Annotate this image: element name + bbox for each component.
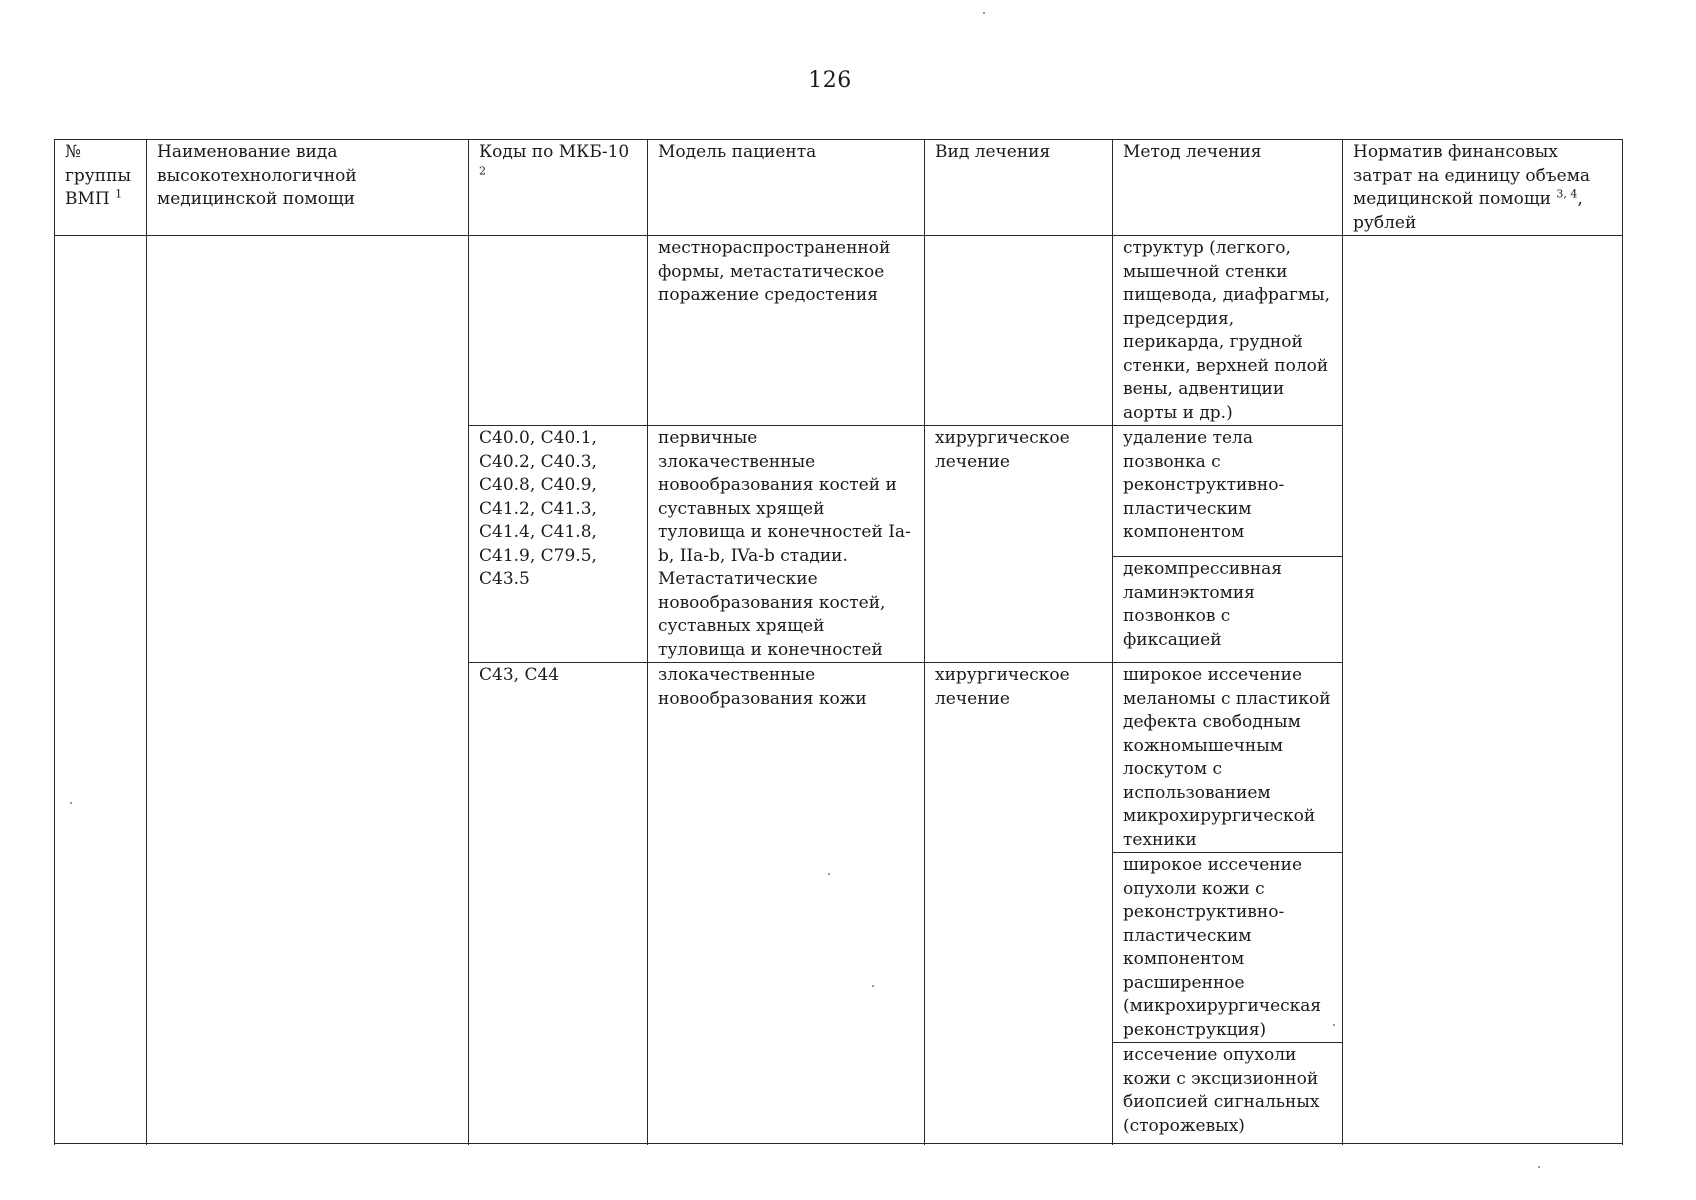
scan-speck	[70, 802, 72, 804]
header-group-no: № группы ВМП $^1$	[55, 140, 147, 236]
cell-treatment-method: удаление тела позвонка с реконструктивно-пластическим компонентом	[1113, 426, 1343, 557]
cell-treatment-type	[925, 236, 1113, 426]
cell-treatment-type: хирургическое лечение	[925, 663, 1113, 1144]
header-treatment-method: Метод лечения	[1113, 140, 1343, 236]
vmp-table	[54, 139, 1623, 1144]
table-header-row	[55, 140, 1623, 236]
cell-codes: C40.0, C40.1, C40.2, C40.3, C40.8, C40.9, C41.2, C41.3, C41.4, C41.8, C41.9, C79.5, C43.5	[469, 426, 648, 663]
header-cost-standard: Норматив финансовых затрат на единицу объема медицинской помощи $^{3, 4}$, рублей	[1343, 140, 1623, 236]
header-patient-model: Модель пациента	[648, 140, 925, 236]
scan-speck	[872, 985, 874, 987]
cell-treatment-method: иссечение опухоли кожи с эксцизионной биопсией сигнальных (сторожевых)	[1113, 1043, 1343, 1144]
cell-treatment-method: широкое иссечение опухоли кожи с реконструктивно-пластическим компонентом расширенное (микрохирургическая реконструкция)	[1113, 853, 1343, 1043]
cell-patient-model: первичные злокачественные новообразования костей и суставных хрящей туловища и конечностей Ia-b, IIa-b, IVa-b стадии. Метастатические новообразования костей, суставных хрящей туловища и конечностей	[648, 426, 925, 663]
cell-treatment-method: структур (легкого, мышечной стенки пищевода, диафрагмы, предсердия, перикарда, грудной стенки, верхней полой вены, адвентиции аорты и др.)	[1113, 236, 1343, 426]
header-care-type: Наименование вида высокотехнологичной медицинской помощи	[147, 140, 469, 236]
cell-codes: C43, C44	[469, 663, 648, 1144]
cell-patient-model: злокачественные новообразования кожи	[648, 663, 925, 1144]
header-treatment-type: Вид лечения	[925, 140, 1113, 236]
cell-treatment-method: широкое иссечение меланомы с пластикой дефекта свободным кожномышечным лоскутом с использованием микрохирургической техники	[1113, 663, 1343, 853]
cell-codes	[469, 236, 648, 426]
cell-treatment-method: декомпрессивная ламинэктомия позвонков с фиксацией	[1113, 557, 1343, 663]
header-icd-codes: Коды по МКБ-10 $^2$	[469, 140, 648, 236]
scan-speck	[1538, 1166, 1540, 1168]
cell-treatment-type: хирургическое лечение	[925, 426, 1113, 663]
scan-speck	[828, 873, 830, 875]
cell-care-type	[147, 236, 469, 1144]
page-number: 126	[808, 68, 852, 93]
cell-cost-standard	[1343, 236, 1623, 1144]
table-row	[55, 236, 1623, 426]
scan-speck	[1333, 1024, 1335, 1026]
scan-speck	[983, 12, 985, 14]
cell-group-no	[55, 236, 147, 1144]
cell-patient-model: местнораспространенной формы, метастатическое поражение средостения	[648, 236, 925, 426]
